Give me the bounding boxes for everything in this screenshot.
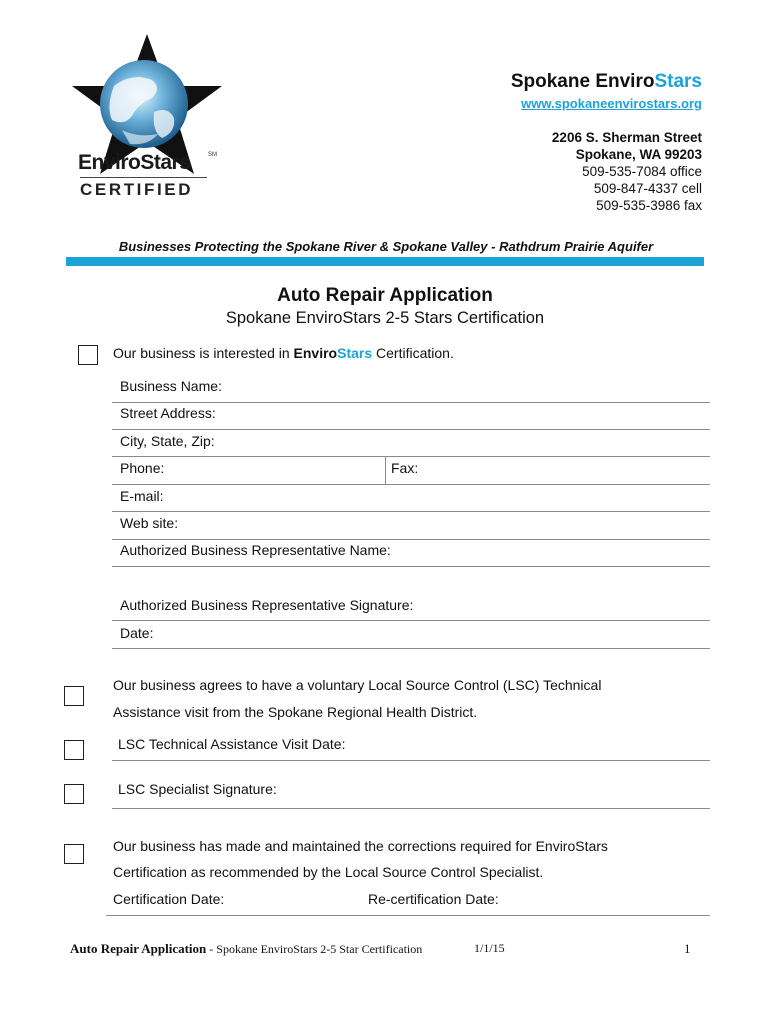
tagline: Businesses Protecting the Spokane River & Spokane Valley - Rathdrum Prairie Aquifer bbox=[118, 239, 654, 254]
website-link[interactable]: www.spokaneenvirostars.org bbox=[521, 96, 702, 111]
lsc-visit-checkbox[interactable] bbox=[64, 686, 84, 706]
rep-signature-label: Authorized Business Representative Signature: bbox=[120, 597, 414, 613]
footer-title: Auto Repair Application bbox=[70, 941, 207, 956]
date-line[interactable] bbox=[112, 648, 710, 649]
footer-subtitle: - Spokane EnviroStars 2-5 Star Certification bbox=[206, 942, 423, 956]
page-title: Auto Repair Application bbox=[277, 285, 493, 306]
corrections-checkbox[interactable] bbox=[64, 844, 84, 864]
rep-name-line[interactable] bbox=[112, 566, 710, 567]
interest-statement bbox=[113, 345, 454, 361]
logo-certified-text: CERTIFIED bbox=[80, 180, 194, 199]
logo-word-stars: Stars bbox=[140, 151, 191, 174]
lsc-specialist-signature-label: LSC Specialist Signature: bbox=[118, 781, 277, 797]
fax-number: 509-535-3986 fax bbox=[596, 198, 702, 213]
envirostars-logo-icon bbox=[62, 34, 232, 204]
interest-checkbox[interactable] bbox=[78, 345, 98, 365]
lsc-agreement-line1: Our business agrees to have a voluntary Local Source Control (LSC) Technical bbox=[113, 677, 602, 693]
recertification-date-label: Re-certification Date: bbox=[368, 891, 499, 907]
business-name-label: Business Name: bbox=[120, 378, 222, 394]
business-name-line[interactable] bbox=[112, 402, 710, 403]
interest-text-enviro: Enviro bbox=[293, 345, 338, 361]
lsc-agreement-line2: Assistance visit from the Spokane Regional Health District. bbox=[113, 704, 478, 720]
street-address: 2206 S. Sherman Street bbox=[551, 130, 702, 145]
certification-date-label: Certification Date: bbox=[113, 891, 225, 907]
organization-name bbox=[511, 71, 702, 93]
logo-wordmark bbox=[78, 151, 190, 175]
lsc-specialist-signature-line[interactable] bbox=[112, 808, 710, 809]
phone-label: Phone: bbox=[120, 460, 165, 476]
city-state-zip-line[interactable] bbox=[112, 456, 710, 457]
email-label: E-mail: bbox=[120, 488, 164, 504]
corrections-line1: Our business has made and maintained the corrections required for EnviroStars bbox=[113, 838, 608, 854]
street-address-label: Street Address: bbox=[120, 405, 216, 421]
logo-divider bbox=[80, 177, 207, 178]
rep-name-label: Authorized Business Representative Name: bbox=[120, 542, 391, 558]
interest-text-post: Certification. bbox=[372, 345, 454, 361]
cell-phone: 509-847-4337 cell bbox=[593, 181, 702, 196]
header-divider-bar bbox=[66, 257, 704, 266]
page-number: 1 bbox=[684, 941, 691, 956]
logo-word-enviro: Enviro bbox=[78, 151, 141, 174]
rep-signature-line[interactable] bbox=[112, 620, 710, 621]
footer-document-title bbox=[70, 941, 422, 957]
lsc-visit-date-label: LSC Technical Assistance Visit Date: bbox=[118, 736, 346, 752]
phone-fax-line[interactable] bbox=[112, 484, 710, 485]
city-state-zip: Spokane, WA 99203 bbox=[575, 147, 702, 162]
date-label: Date: bbox=[120, 625, 154, 641]
interest-text-pre: Our business is interested in bbox=[113, 345, 294, 361]
certification-date-line[interactable] bbox=[106, 915, 710, 916]
website-line[interactable] bbox=[112, 539, 710, 540]
phone-fax-divider bbox=[385, 457, 386, 485]
lsc-visit-date-line[interactable] bbox=[112, 760, 710, 761]
lsc-visit-date-checkbox[interactable] bbox=[64, 740, 84, 760]
website-label: Web site: bbox=[120, 515, 179, 531]
office-phone: 509-535-7084 office bbox=[582, 164, 702, 179]
city-state-zip-label: City, State, Zip: bbox=[120, 433, 215, 449]
footer-date: 1/1/15 bbox=[474, 941, 505, 955]
org-name-enviro: Spokane Enviro bbox=[510, 71, 655, 92]
email-line[interactable] bbox=[112, 511, 710, 512]
logo-service-mark: SM bbox=[208, 152, 217, 158]
street-address-line[interactable] bbox=[112, 429, 710, 430]
lsc-specialist-checkbox[interactable] bbox=[64, 784, 84, 804]
interest-text-stars: Stars bbox=[337, 345, 373, 361]
page-subtitle: Spokane EnviroStars 2-5 Stars Certification bbox=[225, 309, 545, 327]
org-name-stars: Stars bbox=[654, 71, 702, 92]
fax-label: Fax: bbox=[391, 460, 419, 476]
corrections-line2: Certification as recommended by the Local Source Control Specialist. bbox=[113, 864, 544, 880]
